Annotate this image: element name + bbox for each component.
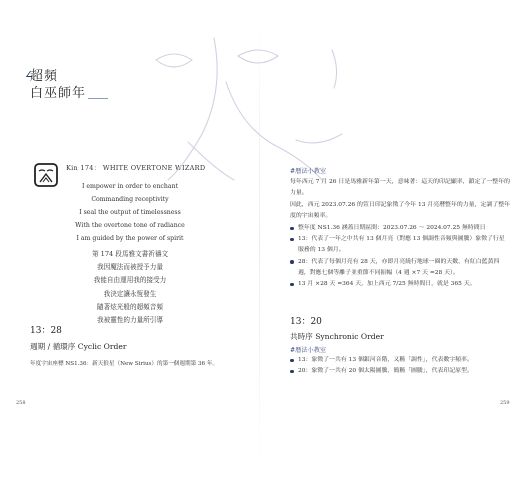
title-line-2: 白巫師年: [30, 86, 87, 101]
title-line-1: 超頻: [30, 69, 59, 84]
english-line: I seal the output of timelessness: [79, 209, 181, 216]
new-year-paragraph: 每年西元 7 月 26 日是馬雅新年第一天，意味著：這天的印記顯率，鎖定了一整年的力量。: [290, 179, 510, 197]
list-item: 13：代表了一年之中共有 13 個月亮（對應 13 個調性音頻與圖騰）象徵了行星服務的 13 個月。: [290, 234, 508, 256]
chinese-prayer: [40, 248, 220, 327]
calendar-class-tag-2: #曆法小教室: [290, 347, 327, 354]
title-underline: [88, 98, 108, 99]
cyclic-time: 13：28: [30, 326, 62, 336]
year-energy-paragraph: 因此，西元 2023.07.26 的萱日印記象徵了今年 13 月亮曆整年的力量，定調了整年度的宇宙頻率。: [290, 202, 510, 220]
synchronic-facts-list: [290, 355, 508, 377]
chinese-line: 我決定讓永恆發生: [103, 289, 157, 298]
list-item: 整年度 NS1.36 涵蓋日期區間：2023.07.26 ～ 2024.07.25 無時間日: [290, 223, 508, 234]
chinese-line: 第 174 段馬雅文書祈禱文: [91, 250, 169, 258]
chinese-line: 我被靈性的力量所引導: [97, 316, 163, 325]
page-number-right: 259: [500, 400, 510, 406]
synchronic-subtitle: 共時序 Synchronic Order: [290, 332, 384, 341]
chapter-title: [30, 68, 86, 102]
list-item: 28：代表了每個月亮有 28 天，亦即月亮繞行地球一圈的天數，有紅白藍黃四週，對應七個等離子並重節不同振幅（4 週 ×7 天 =28 天）。: [290, 257, 508, 279]
calendar-class-tag: #曆法小教室: [290, 168, 327, 175]
english-line: Commanding receptivity: [91, 196, 169, 203]
cyclic-note: 年度宇宙座標 NS1.36：新天狼星（New Sirius）的第一個週期第 36 年。: [30, 361, 219, 367]
chinese-line: 我因魔法而被授予力量: [97, 263, 163, 272]
english-line: I am guided by the power of spirit: [76, 235, 184, 242]
list-item: 13 月 ×28 天 =364 天，加上西元 7/25 無時間日，就是 365 天。: [290, 279, 508, 290]
list-item: 20：象徵了一共有 20 個太陽圖騰，簡稱「圖騰」，代表印記原型。: [290, 366, 508, 377]
chinese-line: 我能自由運用我的接受力: [93, 276, 167, 285]
year-facts-list: [290, 223, 508, 290]
cyclic-subtitle: 週期 / 循環序 Cyclic Order: [30, 342, 127, 351]
page-number-left: 258: [16, 400, 26, 406]
synchronic-time: 13：20: [290, 317, 322, 327]
english-line: With the overtone tone of radiance: [75, 222, 185, 229]
right-page: [260, 0, 520, 500]
list-item: 13：象徵了一共有 13 個銀河音階，又稱「調性」，代表數字頻率。: [290, 355, 508, 366]
english-line: I empower in order to enchant: [81, 183, 179, 190]
chinese-line: 隨著炫光般的超頻音頻: [97, 302, 163, 311]
kin-heading: Kin 174： WHITE OVERTONE WIZARD: [66, 164, 206, 172]
